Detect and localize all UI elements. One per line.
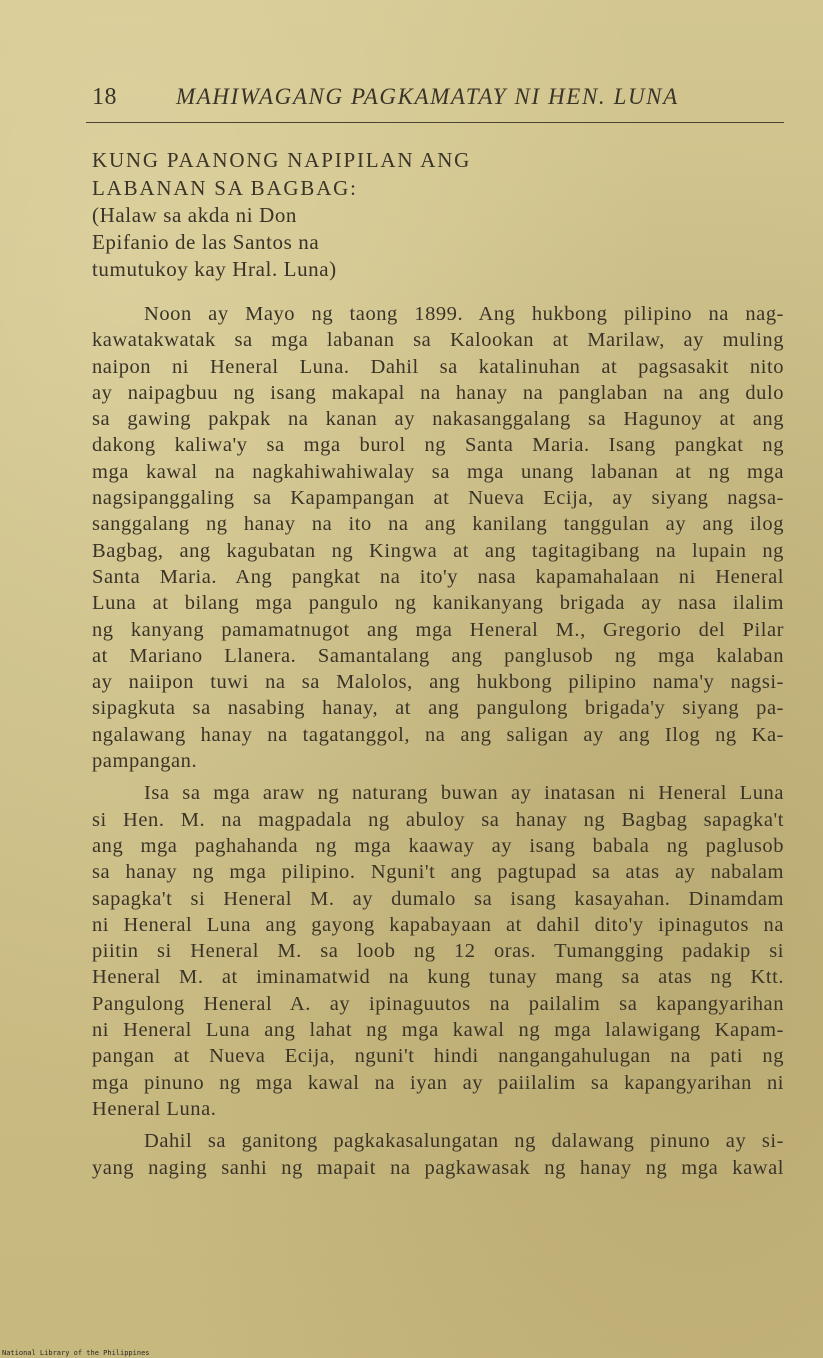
library-credit: National Library of the Philippines (2, 1349, 150, 1357)
text-line: Noon ay Mayo ng taong 1899. Ang hukbong pilipino na nag- (144, 303, 784, 325)
text-line: nagsipanggaling sa Kapampangan at Nueva Ecija, ay siyang nagsa- (92, 487, 784, 510)
text-line: sa hanay ng mga pilipino. Nguni't ang pagtupad sa atas ay nabalam (92, 861, 784, 884)
text-line: ni Heneral Luna ang gayong kapabayaan at dahil dito'y ipinagutos na (92, 913, 784, 936)
attribution-line: tumutukoy kay Hral. Luna) (92, 257, 337, 281)
text-line: Bagbag, ang kagubatan ng Kingwa at ang tagitagibang na lupain ng (92, 539, 784, 562)
text-line: mga pinuno ng mga kawal na iyan ay paiilalim sa kapangyarihan ni (92, 1071, 784, 1094)
text-line: ay naiipon tuwi na sa Malolos, ang hukbong pilipino nama'y nagsi- (92, 671, 784, 694)
text-line: Heneral M. at iminamatwid na kung tunay mang sa atas ng Ktt. (92, 966, 784, 989)
text-line: ay naipagbuu ng isang makapal na hanay na panglaban na ang dulo (92, 381, 784, 404)
heading-line: KUNG PAANONG NAPIPILAN ANG (92, 148, 472, 172)
attribution-line: Epifanio de las Santos na (92, 230, 320, 254)
text-line: dakong kaliwa'y sa mga burol ng Santa Maria. Isang pangkat ng (92, 434, 784, 457)
text-line: sa gawing pakpak na kanan ay nakasanggalang sa Hagunoy at ang (92, 408, 784, 431)
text-line: Dahil sa ganitong pagkakasalungatan ng dalawang pinuno ay si- (144, 1130, 784, 1153)
text-line: pampangan. (92, 750, 198, 773)
text-line: ngalawang hanay na tagatanggol, na ang saligan ay ang Ilog ng Ka- (92, 723, 784, 746)
text-line: piitin si Heneral M. sa loob ng 12 oras. Tumangging padakip si (92, 940, 784, 963)
paragraph (92, 780, 784, 1122)
text-line: Pangulong Heneral A. ay ipinaguutos na pailalim sa kapangyarihan (92, 992, 784, 1015)
heading-line: LABANAN SA BAGBAG: (92, 176, 358, 200)
running-title: MAHIWAGANG PAGKAMATAY NI HEN. LUNA (176, 84, 679, 109)
header-rule (86, 122, 784, 123)
section-heading (92, 146, 612, 283)
text-line: sapagka't si Heneral M. ay dumalo sa isang kasayahan. Dinamdam (92, 887, 784, 910)
text-line: sanggalang ng hanay na ito na ang kanilang tanggulan ay ang ilog (92, 513, 784, 536)
text-line: at Mariano Llanera. Samantalang ang panglusob ng mga kalaban (92, 644, 784, 667)
text-line: ng kanyang pamamatnugot ang mga Heneral M., Gregorio del Pilar (92, 618, 784, 641)
body-text (92, 301, 784, 1181)
text-line: mga kawal na nagkahiwahiwalay sa mga unang labanan at ng mga (92, 460, 784, 483)
text-line: yang naging sanhi ng mapait na pagkawasak ng hanay ng mga kawal (92, 1156, 784, 1179)
text-line: Heneral Luna. (92, 1097, 217, 1120)
text-line: Luna at bilang mga pangulo ng kanikanyang brigada ay nasa ilalim (92, 592, 784, 615)
text-line: kawatakwatak sa mga labanan sa Kalookan at Marilaw, ay muling (92, 329, 784, 352)
page-number: 18 (92, 84, 117, 110)
text-line: ni Heneral Luna ang lahat ng mga kawal ng mga lalawigang Kapam- (92, 1019, 784, 1042)
paragraph (92, 301, 784, 774)
text-line: naipon ni Heneral Luna. Dahil sa katalinuhan at pagsasakit nito (92, 355, 784, 378)
text-line: ang mga paghahanda ng mga kaaway ay isang babala ng paglusob (92, 834, 784, 857)
text-line: Isa sa mga araw ng naturang buwan ay inatasan ni Heneral Luna (144, 782, 784, 805)
text-line: sipagkuta sa nasabing hanay, at ang pangulong brigada'y siyang pa- (92, 697, 784, 720)
text-line: si Hen. M. na magpadala ng abuloy sa hanay ng Bagbag sapagka't (92, 808, 784, 831)
text-line: pangan at Nueva Ecija, nguni't hindi nangangahulugan na pati ng (92, 1045, 784, 1068)
attribution-line: (Halaw sa akda ni Don (92, 203, 298, 227)
paragraph (92, 1128, 784, 1181)
page-header (92, 84, 784, 118)
text-line: Santa Maria. Ang pangkat na ito'y nasa kapamahalaan ni Heneral (92, 565, 784, 588)
